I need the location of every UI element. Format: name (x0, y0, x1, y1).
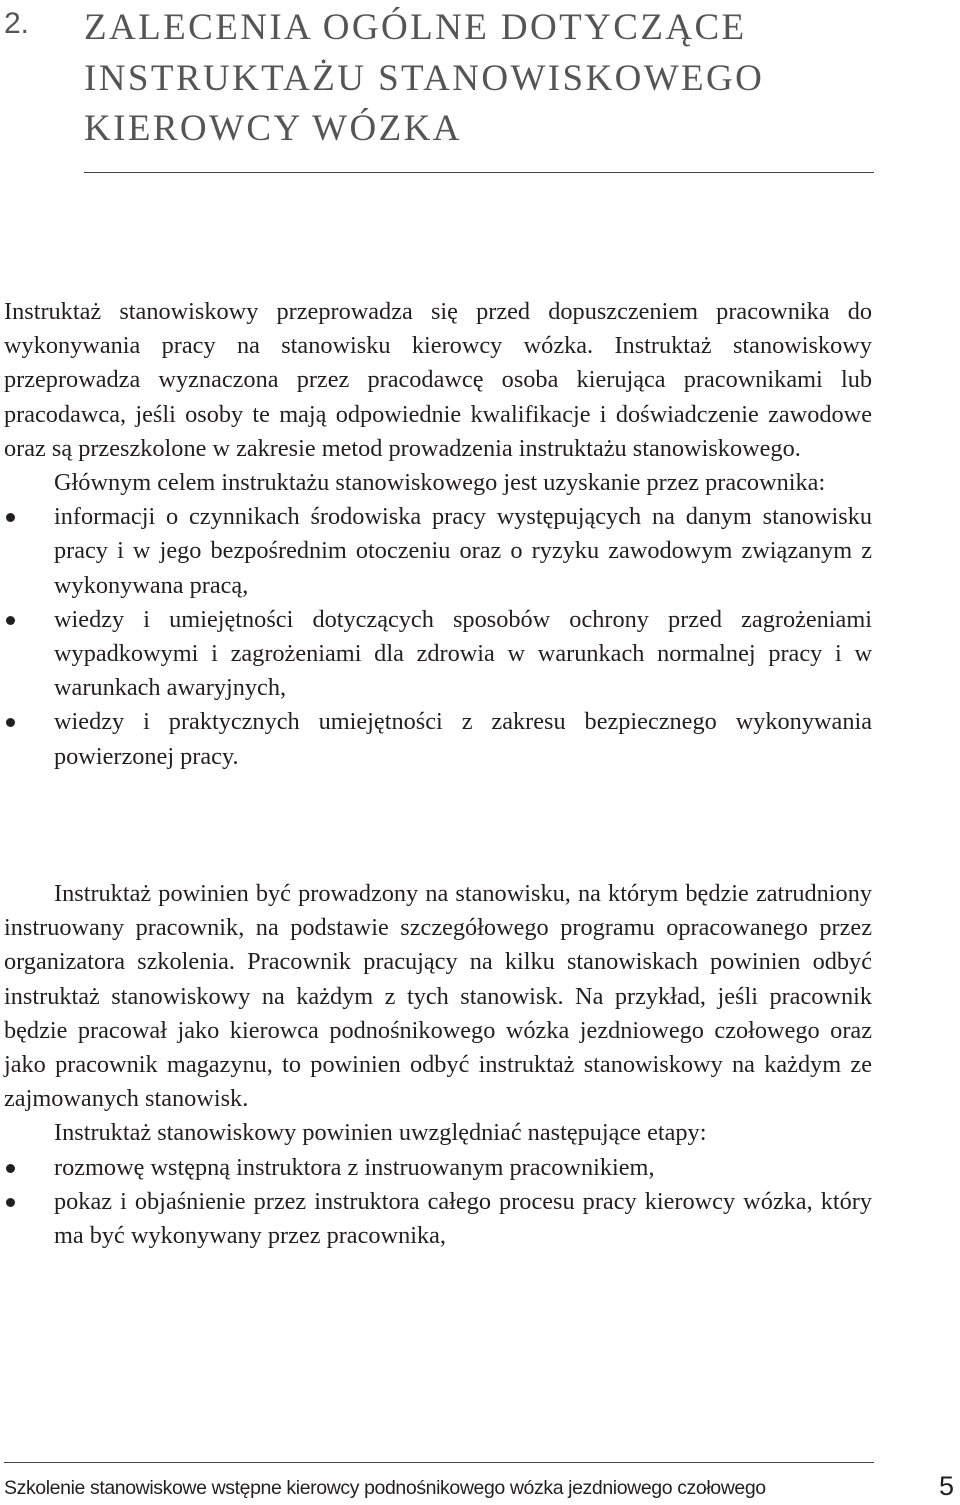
paragraph-1: Instruktaż stanowiskowy przeprowadza się przed dopuszczeniem pracownika do wykonywania pracy na stanowisku kierowcy wózka. Instruktaż stanowiskowy przeprowadza wyznaczona przez pracodawcę osoba kierująca pracownikami lub pracodawca, jeśli osoby te mają odpowiednie kwalifikacje i doświadczenie zawodowe oraz są przeszkolone w zakresie metod prowadzenia instruktażu stanowiskowego. (4, 298, 872, 462)
bullet-dot-icon (6, 616, 15, 625)
list-item-text: wiedzy i umiejętności dotyczących sposobów ochrony przed zagrożeniami wypadkowymi i zagrożeniami dla zdrowia w warunkach normalnej pracy i w warunkach awaryjnych, (54, 605, 872, 702)
list-item (4, 500, 872, 603)
list-item-text: informacji o czynnikach środowiska pracy występujących na danym stanowisku pracy i w jego bezpośrednim otoczeniu oraz o ryzyku zawodowym związanym z wykonywana pracą, (54, 503, 872, 599)
paragraph-3: Instruktaż powinien być prowadzony na stanowisku, na którym będzie zatrudniony instruowany pracownik, na podstawie szczegółowego programu opracowanego przez organizatora szkolenia. Pracownik pracujący na kilku stanowiskach powinien odbyć instruktaż stanowiskowy na każdym z tych stanowisk. Na przykład, jeśli pracownik będzie pracował jako kierowca podnośnikowego wózka jezdniowego czołowego oraz jako pracownik magazynu, to powinien odbyć instruktaż stanowiskowy na każdym ze zajmowanych stanowisk. (4, 880, 872, 1113)
list-item (4, 1185, 872, 1253)
section-number: 2. (4, 7, 30, 40)
heading-line-2: INSTRUKTAŻU STANOWISKOWEGO (84, 58, 765, 99)
heading-line-3: KIEROWCY WÓZKA (84, 108, 462, 149)
bullet-list-1 (4, 500, 872, 774)
bullet-dot-icon (6, 1198, 15, 1207)
list-item (4, 1151, 872, 1185)
list-item (4, 705, 872, 773)
heading-rule (84, 172, 874, 173)
bullet-dot-icon (6, 1164, 15, 1173)
page-number: 5 (938, 1471, 954, 1501)
list-item-text: rozmowę wstępną instruktora z instruowanym pracownikiem, (54, 1153, 655, 1181)
heading-line-1: ZALECENIA OGÓLNE DOTYCZĄCE (84, 7, 747, 48)
list-item (4, 603, 872, 706)
footer-rule (4, 1462, 874, 1463)
section-2 (4, 877, 872, 1253)
list-item-text: wiedzy i praktycznych umiejętności z zakresu bezpiecznego wykonywania powierzonej pracy. (54, 708, 872, 770)
bullet-dot-icon (6, 513, 15, 522)
section-1 (4, 295, 872, 774)
bullet-dot-icon (6, 718, 15, 727)
footer-title: Szkolenie stanowiskowe wstępne kierowcy podnośnikowego wózka jezdniowego czołowego (4, 1477, 766, 1499)
paragraph-4: Instruktaż stanowiskowy powinien uwzględniać następujące etapy: (54, 1119, 707, 1147)
list-item-text: pokaz i objaśnienie przez instruktora całego procesu pracy kierowcy wózka, który ma być wykonywany przez pracownika, (54, 1187, 872, 1250)
paragraph-2: Głównym celem instruktażu stanowiskowego jest uzyskanie przez pracownika: (54, 469, 826, 497)
bullet-list-2 (4, 1151, 872, 1254)
